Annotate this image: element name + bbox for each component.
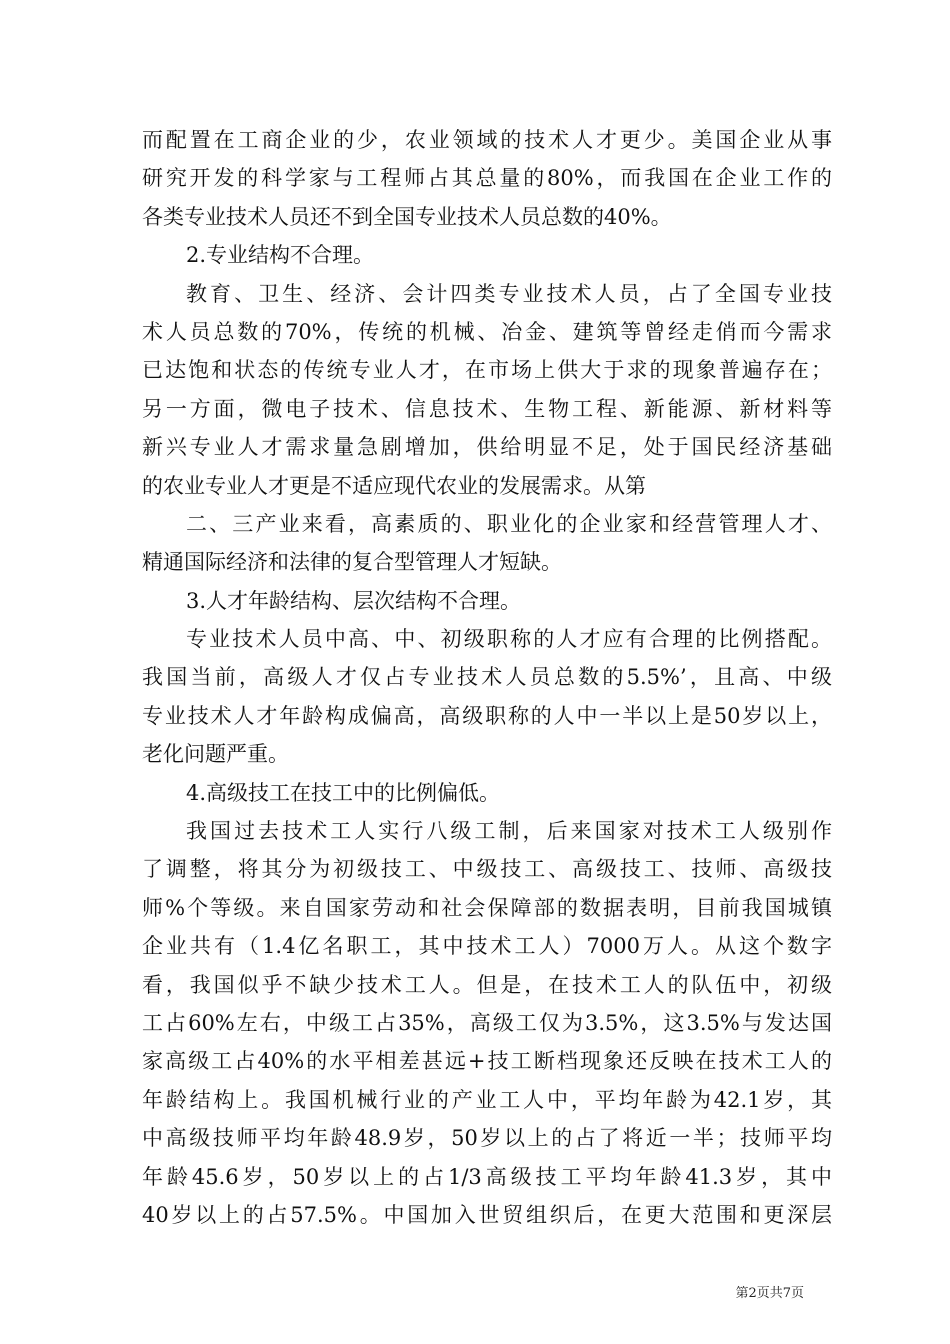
text-line: 已达饱和状态的传统专业人才，在市场上供大于求的现象普遍存在；	[142, 358, 832, 383]
text-line: 了调整，将其分为初级技工、中级技工、高级技工、技师、高级技	[142, 857, 832, 882]
section-heading: 2.专业结构不合理。	[186, 243, 375, 268]
text-line: 企业共有（1.4亿名职工，其中技术工人）7000万人。从这个数字	[142, 934, 832, 959]
text-line: 老化问题严重。	[142, 742, 289, 767]
text-line: 精通国际经济和法律的复合型管理人才短缺。	[142, 550, 562, 575]
text-line: 师%个等级。来自国家劳动和社会保障部的数据表明，目前我国城镇	[142, 895, 832, 920]
text-line: 术人员总数的70%，传统的机械、冶金、建筑等曾经走俏而今需求	[142, 319, 832, 344]
text-line: 家高级工占40%的水平相差甚远+技工断档现象还反映在技术工人的	[142, 1049, 832, 1074]
text-line: 各类专业技术人员还不到全国专业技术人员总数的40%。	[142, 204, 672, 229]
text-line: 新兴专业人才需求量急剧增加，供给明显不足，处于国民经济基础	[142, 435, 832, 460]
text-line: 教育、卫生、经济、会计四类专业技术人员，占了全国专业技	[186, 281, 832, 306]
text-line: 而配置在工商企业的少，农业领域的技术人才更少。美国企业从事	[142, 128, 832, 152]
text-line: 另一方面，微电子技术、信息技术、生物工程、新能源、新材料等	[142, 396, 832, 421]
text-line: 的农业专业人才更是不适应现代农业的发展需求。从第	[142, 473, 646, 498]
text-line: 专业技术人才年龄构成偏高，高级职称的人中一半以上是50岁以上，	[142, 703, 832, 728]
text-line: 我国过去技术工人实行八级工制，后来国家对技术工人级别作	[186, 819, 832, 844]
text-line: 看，我国似乎不缺少技术工人。但是，在技术工人的队伍中，初级	[142, 972, 832, 997]
text-line: 工占60%左右，中级工占35%，高级工仅为3.5%，这3.5%与发达国	[142, 1010, 832, 1035]
text-line: 年龄结构上。我国机械行业的产业工人中，平均年龄为42.1岁，其	[142, 1087, 832, 1112]
page-number: 第2页共7页	[735, 1286, 804, 1301]
text-line: 中高级技师平均年龄48.9岁，50岁以上的占了将近一半；技师平均	[142, 1126, 832, 1151]
text-line: 专业技术人员中高、中、初级职称的人才应有合理的比例搭配。	[186, 627, 832, 652]
text-line: 年龄45.6岁，50岁以上的占1/3高级技工平均年龄41.3岁，其中	[142, 1164, 832, 1189]
text-line: 研究开发的科学家与工程师占其总量的80%，而我国在企业工作的	[142, 166, 832, 191]
text-line: 40岁以上的占57.5%。中国加入世贸组织后，在更大范围和更深层	[142, 1202, 832, 1227]
body-text	[142, 121, 832, 1234]
section-heading: 3.人才年龄结构、层次结构不合理。	[186, 588, 522, 613]
section-heading: 4.高级技工在技工中的比例偏低。	[186, 780, 501, 805]
text-line: 二、三产业来看，高素质的、职业化的企业家和经营管理人才、	[186, 511, 832, 536]
text-line: 我国当前，高级人才仅占专业技术人员总数的5.5%’，且高、中级	[142, 665, 832, 690]
